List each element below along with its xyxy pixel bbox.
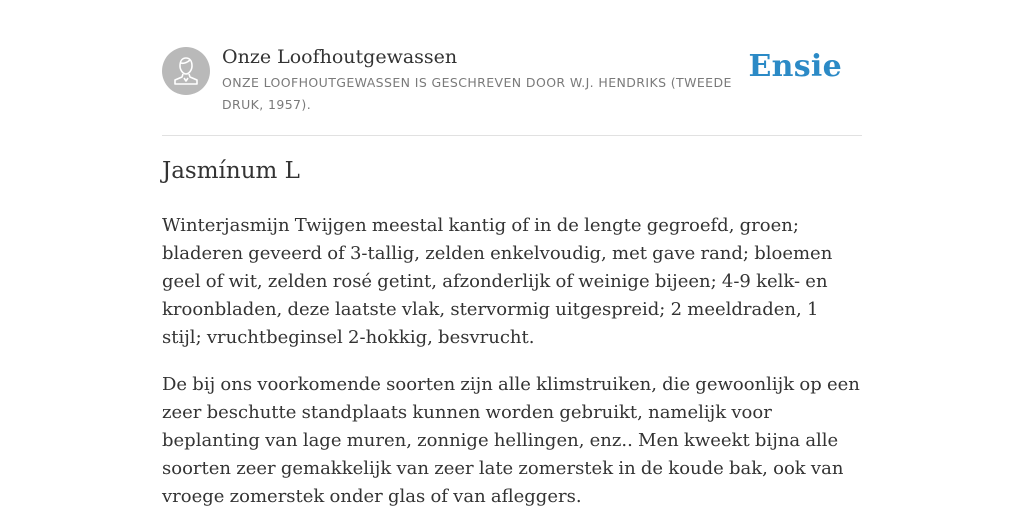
source-description: ONZE LOOFHOUTGEWASSEN IS GESCHREVEN DOOR W.J. HENDRIKS (TWEEDE DRUK, 1957).	[222, 75, 732, 112]
entry-title: Jasmínum L	[162, 158, 300, 184]
brand-logo[interactable]: Ensie	[748, 49, 842, 84]
entry-paragraph: De bij ons voorkomende soorten zijn alle klimstruiken, die gewoonlijk op een zeer beschutte standplaats kunnen worden gebruikt, namelijk voor beplanting van lage muren, zonnige hellingen, enz.. Men kweekt bijna alle soorten zeer gemakkelijk van zeer late zomerstek in de koude bak, ook van vroege zomerstek onder glas of van afleggers.	[162, 374, 860, 507]
user-icon	[162, 47, 210, 95]
avatar[interactable]	[162, 47, 210, 95]
entry-body	[162, 212, 862, 512]
divider	[162, 135, 862, 136]
source-title[interactable]: Onze Loofhoutgewassen	[222, 46, 458, 68]
source-header	[162, 44, 862, 136]
entry-paragraph: Winterjasmijn Twijgen meestal kantig of in de lengte gegroefd, groen; bladeren geveerd of 3-tallig, zelden enkelvoudig, met gave rand; bloemen geel of wit, zelden rosé getint, afzonderlijk of weinige bijeen; 4-9 kelk- en kroonbladen, deze laatste vlak, stervormig uitgespreid; 2 meeldraden, 1 stijl; vruchtbeginsel 2-hokkig, besvrucht.	[162, 215, 833, 348]
